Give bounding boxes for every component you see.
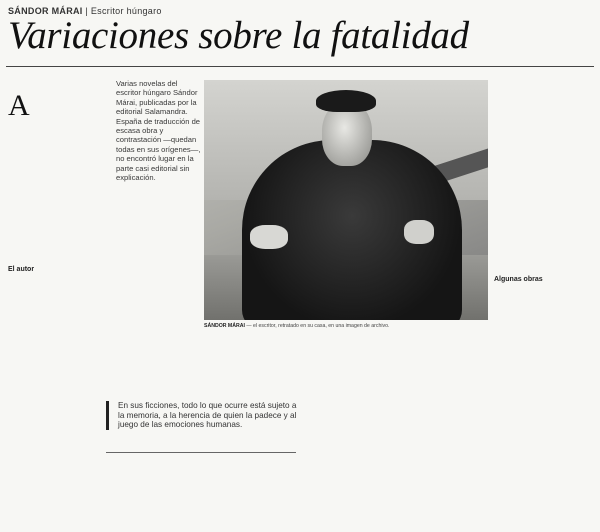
author-name: SÁNDOR MÁRAI xyxy=(8,6,83,16)
subhead-left: El autor xyxy=(8,266,35,273)
pull-quote-rule xyxy=(106,452,296,453)
subhead-right: Algunas obras xyxy=(494,276,543,283)
article-column-right-inner xyxy=(400,342,488,528)
article-column-middle-top xyxy=(200,342,294,400)
kicker-sep: | xyxy=(85,6,91,16)
caption-text: — el escritor, retratado en su casa, en una imagen de archivo. xyxy=(246,323,390,329)
author-role: Escritor húngaro xyxy=(90,6,162,16)
article-column-right xyxy=(494,80,592,270)
article-column-center xyxy=(300,342,394,528)
author-photo xyxy=(204,80,488,320)
photo-caption xyxy=(204,323,488,329)
article-column-left xyxy=(8,92,104,264)
lead-paragraph: Varias novelas del escritor húngaro Sándor Márai, publicadas por la editorial Salamandra. España de traducción de escasa obra y contrastación —quedan todas en sus orígenes—, no encontró lugar en la parte casi editorial sin explicación. xyxy=(116,79,201,183)
article-column-middle-bottom xyxy=(200,455,294,527)
pull-quote: En sus ficciones, todo lo que ocurre está sujeto a la memoria, a la herencia de quien la padece y al juego de las emociones humanas. xyxy=(106,401,304,430)
article-column-left-lower xyxy=(8,276,104,526)
headline: Variaciones sobre la fatalidad xyxy=(8,14,469,57)
caption-name: SÁNDOR MÁRAI xyxy=(204,323,245,329)
title-rule xyxy=(6,66,594,67)
dropcap: A xyxy=(8,92,30,122)
article-column-right-lower xyxy=(494,288,592,526)
